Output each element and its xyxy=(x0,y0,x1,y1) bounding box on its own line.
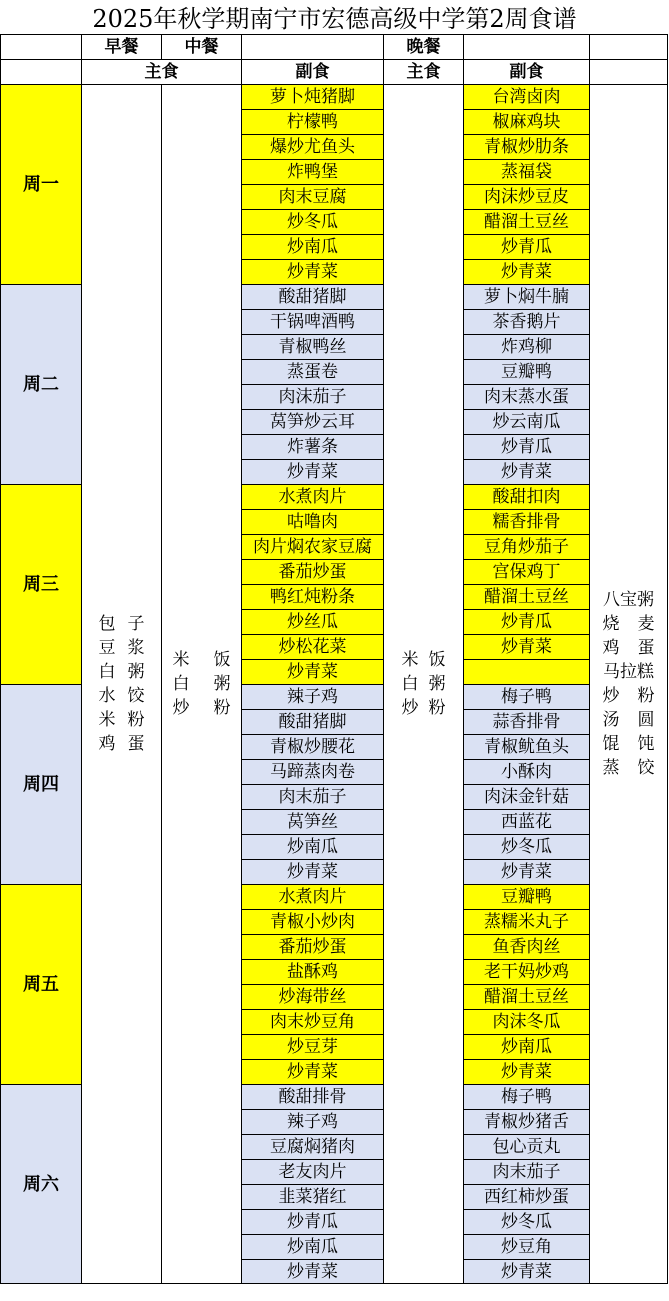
lunch-dish: 鸭红炖粉条 xyxy=(241,584,383,609)
dinner-header: 晚餐 xyxy=(383,34,463,59)
lunch-dish: 蒸蛋卷 xyxy=(241,359,383,384)
lunch-dish: 莴笋丝 xyxy=(241,809,383,834)
dinner-dish: 老干妈炒鸡 xyxy=(463,959,589,984)
dinner-dish: 梅子鸭 xyxy=(463,684,589,709)
dinner-dish: 西蓝花 xyxy=(463,809,589,834)
main-staple-header: 主食 xyxy=(81,59,241,84)
lunch-dish: 炒青菜 xyxy=(241,859,383,884)
dinner-dish: 蒸糯米丸子 xyxy=(463,909,589,934)
dinner-dish: 青椒炒猪舌 xyxy=(463,1109,589,1134)
breakfast-staple-line xyxy=(99,660,145,684)
dinner-staple-item: 白 xyxy=(401,674,419,694)
extra-staple-item: 炒 xyxy=(602,686,620,706)
extra-staple-item: 粉 xyxy=(637,686,655,706)
breakfast-header: 早餐 xyxy=(81,34,161,59)
extra-staple-item: 鸡 xyxy=(602,638,620,658)
dinner-dish: 炒青瓜 xyxy=(463,234,589,259)
dinner-dish: 肉沫炒豆皮 xyxy=(463,184,589,209)
dinner-dish: 台湾卤肉 xyxy=(463,84,589,109)
dinner-staple-item: 饭 xyxy=(428,650,446,670)
extra-staple-line xyxy=(603,708,655,732)
dinner-dish: 醋溜土豆丝 xyxy=(463,984,589,1009)
dinner-dish: 炒青菜 xyxy=(463,634,589,659)
lunch-staples xyxy=(161,84,241,1284)
lunch-staple-item: 米 xyxy=(172,650,190,670)
extra-staple-item: 饨 xyxy=(637,734,655,754)
breakfast-staple-line xyxy=(99,708,145,732)
breakfast-staple-line xyxy=(99,732,145,756)
dinner-staple-item: 炒 xyxy=(401,698,419,718)
lunch-dish: 炒青菜 xyxy=(241,459,383,484)
lunch-dish: 炒青菜 xyxy=(241,1059,383,1084)
dinner-dish: 豆瓣鸭 xyxy=(463,359,589,384)
breakfast-staple-item: 豆 xyxy=(98,638,116,658)
dinner-dish: 肉末茄子 xyxy=(463,1159,589,1184)
dinner-dish: 鱼香肉丝 xyxy=(463,934,589,959)
corner-cell xyxy=(0,34,81,59)
dinner-dish: 青椒炒肋条 xyxy=(463,134,589,159)
dinner-dish: 炒青菜 xyxy=(463,1059,589,1084)
lunch-dish: 青椒鸭丝 xyxy=(241,334,383,359)
dinner-staples xyxy=(383,84,463,1284)
dinner-dish: 炒青菜 xyxy=(463,1259,589,1284)
lunch-dish: 番茄炒蛋 xyxy=(241,934,383,959)
lunch-staple-item: 饭 xyxy=(213,650,231,670)
lunch-staple-line xyxy=(173,648,231,672)
dinner-dish: 西红柿炒蛋 xyxy=(463,1184,589,1209)
lunch-dish: 水煮肉片 xyxy=(241,884,383,909)
lunch-dish: 韭菜猪红 xyxy=(241,1184,383,1209)
dinner-dish: 炒青菜 xyxy=(463,459,589,484)
lunch-dish: 莴笋炒云耳 xyxy=(241,409,383,434)
dinner-staple-item: 粉 xyxy=(428,698,446,718)
dinner-dish: 炸鸡柳 xyxy=(463,334,589,359)
dinner-dish: 宫保鸡丁 xyxy=(463,559,589,584)
lunch-staple-item: 粉 xyxy=(213,698,231,718)
lunch-dish: 酸甜猪脚 xyxy=(241,284,383,309)
dinner-dish xyxy=(463,659,589,684)
lunch-dish: 马蹄蒸肉卷 xyxy=(241,759,383,784)
extra-staple-item: 蒸 xyxy=(602,758,620,778)
lunch-dish: 酸甜排骨 xyxy=(241,1084,383,1109)
dinner-staple-line xyxy=(402,672,446,696)
breakfast-staple-item: 蛋 xyxy=(127,734,145,754)
lunch-dish: 炒松花菜 xyxy=(241,634,383,659)
breakfast-staple-item: 米 xyxy=(98,710,116,730)
dinner-dish: 肉沫金针菇 xyxy=(463,784,589,809)
breakfast-staple-line xyxy=(99,636,145,660)
extra-staple-line xyxy=(603,588,655,612)
dinner-dish: 酸甜扣肉 xyxy=(463,484,589,509)
lunch-dish: 盐酥鸡 xyxy=(241,959,383,984)
dinner-dish: 小酥肉 xyxy=(463,759,589,784)
lunch-staple-line xyxy=(173,696,231,720)
lunch-dish: 肉末炒豆角 xyxy=(241,1009,383,1034)
lunch-dish: 炒南瓜 xyxy=(241,234,383,259)
day-label: 周二 xyxy=(0,284,81,484)
dinner-dish: 炒青瓜 xyxy=(463,609,589,634)
lunch-dish: 炒冬瓜 xyxy=(241,209,383,234)
breakfast-staple-item: 浆 xyxy=(127,638,145,658)
lunch-dish: 炸薯条 xyxy=(241,434,383,459)
lunch-header: 中餐 xyxy=(161,34,241,59)
dinner-side-header: 副食 xyxy=(463,59,589,84)
lunch-dish: 肉沫茄子 xyxy=(241,384,383,409)
dinner-dish: 蒸福袋 xyxy=(463,159,589,184)
lunch-dish: 炒豆芽 xyxy=(241,1034,383,1059)
dinner-dish: 包心贡丸 xyxy=(463,1134,589,1159)
dinner-dish: 炒冬瓜 xyxy=(463,1209,589,1234)
lunch-dish: 青椒炒腰花 xyxy=(241,734,383,759)
dinner-dish: 豆角炒茄子 xyxy=(463,534,589,559)
lunch-dish: 番茄炒蛋 xyxy=(241,559,383,584)
extra-staple-line xyxy=(603,684,655,708)
breakfast-staple-item: 白 xyxy=(98,662,116,682)
dinner-dish: 梅子鸭 xyxy=(463,1084,589,1109)
breakfast-staple-line xyxy=(99,684,145,708)
lunch-dish: 炒青菜 xyxy=(241,259,383,284)
lunch-dish: 肉末豆腐 xyxy=(241,184,383,209)
day-label: 周四 xyxy=(0,684,81,884)
extra-staple-line xyxy=(603,612,655,636)
lunch-dish: 咕噜肉 xyxy=(241,509,383,534)
lunch-dish: 干锅啤酒鸭 xyxy=(241,309,383,334)
dinner-side-top xyxy=(463,34,589,59)
dinner-staple-item: 粥 xyxy=(428,674,446,694)
lunch-dish: 炸鸭堡 xyxy=(241,159,383,184)
day-label: 周六 xyxy=(0,1084,81,1284)
extra-top xyxy=(589,34,668,59)
dinner-dish: 醋溜土豆丝 xyxy=(463,584,589,609)
lunch-staple-item: 白 xyxy=(172,674,190,694)
lunch-dish: 柠檬鸭 xyxy=(241,109,383,134)
lunch-dish: 辣子鸡 xyxy=(241,684,383,709)
breakfast-staple-item: 水 xyxy=(98,686,116,706)
day-label: 周三 xyxy=(0,484,81,684)
lunch-dish: 炒青菜 xyxy=(241,659,383,684)
extra-header xyxy=(589,59,668,84)
extra-staple-item: 汤 xyxy=(602,710,620,730)
dinner-dish: 椒麻鸡块 xyxy=(463,109,589,134)
dinner-dish: 炒冬瓜 xyxy=(463,834,589,859)
dinner-dish: 蒜香排骨 xyxy=(463,709,589,734)
dinner-staple-line xyxy=(402,648,446,672)
extra-staple-line xyxy=(603,756,655,780)
corner-cell-2 xyxy=(0,59,81,84)
breakfast-staple-item: 粥 xyxy=(127,662,145,682)
lunch-staple-item: 粥 xyxy=(213,674,231,694)
lunch-dish: 酸甜猪脚 xyxy=(241,709,383,734)
extra-staple-line xyxy=(603,732,655,756)
dinner-dish: 青椒鱿鱼头 xyxy=(463,734,589,759)
breakfast-staples xyxy=(81,84,161,1284)
dinner-staple-item: 米 xyxy=(401,650,419,670)
dinner-dish: 茶香鹅片 xyxy=(463,309,589,334)
dinner-dish: 糯香排骨 xyxy=(463,509,589,534)
lunch-dish: 水煮肉片 xyxy=(241,484,383,509)
page-title: 2025年秋学期南宁市宏德高级中学第2周食谱 xyxy=(92,5,577,33)
day-label: 周一 xyxy=(0,84,81,284)
lunch-side-top xyxy=(241,34,383,59)
dinner-dish: 炒青菜 xyxy=(463,859,589,884)
dinner-staple-header: 主食 xyxy=(383,59,463,84)
lunch-dish: 肉片焖农家豆腐 xyxy=(241,534,383,559)
dinner-dish: 炒青菜 xyxy=(463,259,589,284)
dinner-staple-line xyxy=(402,696,446,720)
extra-staple-item: 蛋 xyxy=(637,638,655,658)
lunch-dish: 炒海带丝 xyxy=(241,984,383,1009)
lunch-dish: 辣子鸡 xyxy=(241,1109,383,1134)
extra-staple-item: 饺 xyxy=(637,758,655,778)
dinner-dish: 肉沫冬瓜 xyxy=(463,1009,589,1034)
extra-staple-line xyxy=(603,636,655,660)
extra-staple-item: 馄 xyxy=(602,734,620,754)
lunch-dish: 炒青菜 xyxy=(241,1259,383,1284)
extra-staple-item: 烧 xyxy=(602,614,620,634)
extra-staples xyxy=(589,84,668,1284)
lunch-dish: 炒南瓜 xyxy=(241,834,383,859)
lunch-dish: 爆炒尤鱼头 xyxy=(241,134,383,159)
lunch-dish: 老友肉片 xyxy=(241,1159,383,1184)
lunch-staple-item: 炒 xyxy=(172,698,190,718)
dinner-dish: 豆瓣鸭 xyxy=(463,884,589,909)
dinner-dish: 醋溜土豆丝 xyxy=(463,209,589,234)
lunch-dish: 青椒小炒肉 xyxy=(241,909,383,934)
lunch-dish: 萝卜炖猪脚 xyxy=(241,84,383,109)
extra-staple-item: 马拉糕 xyxy=(603,662,654,682)
breakfast-staple-item: 粉 xyxy=(127,710,145,730)
extra-staple-item: 麦 xyxy=(637,614,655,634)
breakfast-staple-item: 包 xyxy=(98,614,116,634)
breakfast-staple-line xyxy=(99,612,145,636)
day-label: 周五 xyxy=(0,884,81,1084)
extra-staple-line xyxy=(603,660,655,684)
breakfast-staple-item: 子 xyxy=(127,614,145,634)
dinner-dish: 炒云南瓜 xyxy=(463,409,589,434)
lunch-dish: 豆腐焖猪肉 xyxy=(241,1134,383,1159)
breakfast-staple-item: 饺 xyxy=(127,686,145,706)
lunch-dish: 炒青瓜 xyxy=(241,1209,383,1234)
lunch-staple-line xyxy=(173,672,231,696)
dinner-dish: 炒南瓜 xyxy=(463,1034,589,1059)
lunch-dish: 炒南瓜 xyxy=(241,1234,383,1259)
dinner-dish: 萝卜焖牛腩 xyxy=(463,284,589,309)
breakfast-staple-item: 鸡 xyxy=(98,734,116,754)
dinner-dish: 炒青瓜 xyxy=(463,434,589,459)
lunch-dish: 炒丝瓜 xyxy=(241,609,383,634)
dinner-dish: 肉末蒸水蛋 xyxy=(463,384,589,409)
lunch-dish: 肉末茄子 xyxy=(241,784,383,809)
dinner-dish: 炒豆角 xyxy=(463,1234,589,1259)
menu-table xyxy=(0,34,669,1284)
extra-staple-item: 八宝粥 xyxy=(603,590,654,610)
lunch-side-header: 副食 xyxy=(241,59,383,84)
extra-staple-item: 圆 xyxy=(637,710,655,730)
